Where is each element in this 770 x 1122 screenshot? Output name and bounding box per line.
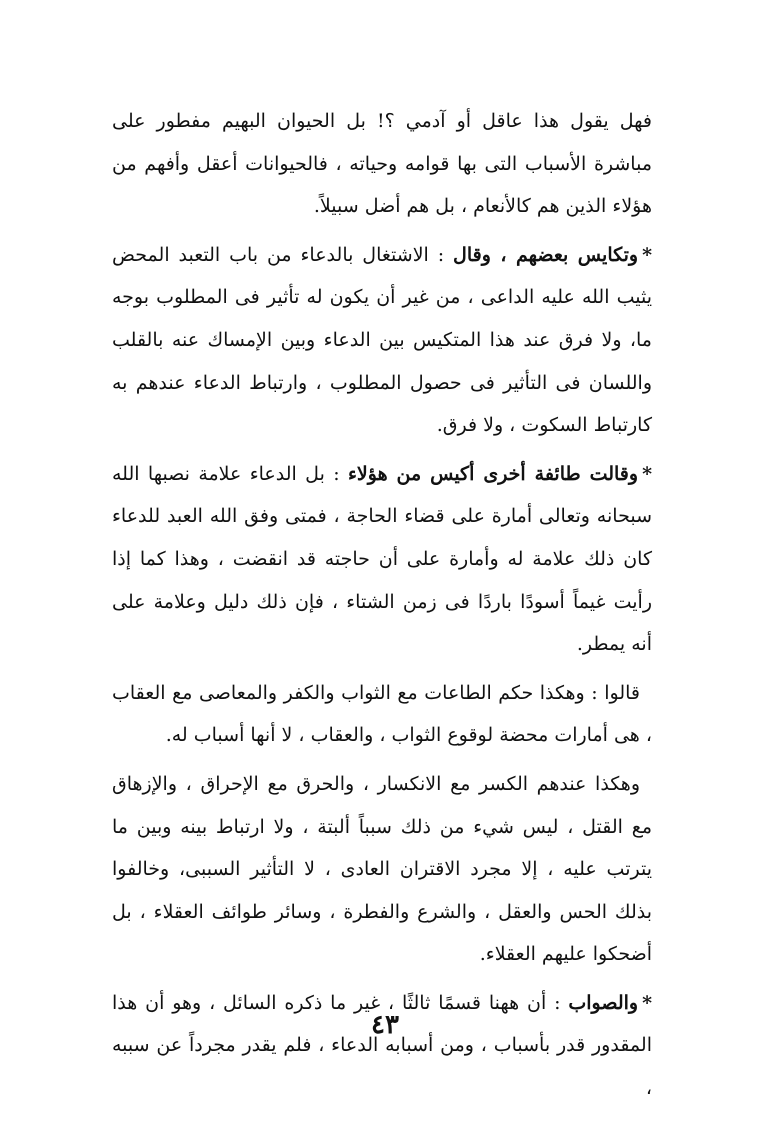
paragraph-text: قالوا : وهكذا حكم الطاعات مع الثواب والكفر والمعاصى مع العقاب ، هى أمارات محضة لوقوع الثواب ، والعقاب ، لا أنها أسباب له. bbox=[112, 681, 652, 747]
paragraph-6 bbox=[112, 982, 652, 1110]
asterisk-marker: * bbox=[642, 243, 652, 266]
paragraph-4 bbox=[112, 672, 652, 757]
paragraph-2 bbox=[112, 234, 652, 447]
paragraph-lead: وقالت طائفة أخرى أكيس من هؤلاء bbox=[347, 462, 639, 485]
paragraph-5 bbox=[112, 763, 652, 976]
body-text bbox=[112, 100, 652, 1116]
paragraph-text: وهكذا عندهم الكسر مع الانكسار ، والحرق مع الإحراق ، والإزهاق مع القتل ، ليس شيء من ذلك سبباً ألبتة ، ولا ارتباط بينه وبين ما يترتب عليه ، إلا مجرد الاقتران العادى ، لا التأثير السببى، وخالفوا بذلك الحس والعقل ، والشرع والفطرة ، وسائر طوائف العقلاء ، بل أضحكوا عليهم العقلاء. bbox=[112, 772, 652, 966]
paragraph-text: : بل الدعاء علامة نصبها الله سبحانه وتعالى أمارة على قضاء الحاجة ، فمتى وفق الله العبد للدعاء كان ذلك علامة له وأمارة على أن حاجته قد انقضت ، وهذا كما إذا رأيت غيماً أسودًا باردًا فى زمن الشتاء ، فإن ذلك دليل وعلامة على أنه يمطر. bbox=[112, 462, 652, 656]
paragraph-text: : أن ههنا قسمًا ثالثًا ، غير ما ذكره السائل ، وهو أن هذا المقدور قدر بأسباب ، ومن أسبابه الدعاء ، فلم يقدر مجرداً عن سببه ، bbox=[112, 991, 652, 1100]
paragraph-lead: وتكايس بعضهم ، وقال bbox=[453, 243, 639, 266]
paragraph-1 bbox=[112, 100, 652, 228]
paragraph-3 bbox=[112, 453, 652, 666]
paragraph-text: : الاشتغال بالدعاء من باب التعبد المحض يثيب الله عليه الداعى ، من غير أن يكون له تأثير فى المطلوب بوجه ما، ولا فرق عند هذا المتكيس بين الدعاء وبين الإمساك عنه بالقلب واللسان فى التأثير فى حصول المطلوب ، وارتباط الدعاء عندهم به كارتباط السكوت ، ولا فرق. bbox=[112, 243, 653, 437]
asterisk-marker: * bbox=[642, 462, 653, 485]
paragraph-lead: والصواب bbox=[568, 991, 639, 1014]
page-number: ٤٣ bbox=[371, 1010, 399, 1040]
paragraph-text: فهل يقول هذا عاقل أو آدمي ؟! بل الحيوان البهيم مفطور على مباشرة الأسباب التى بها قوامه وحياته ، فالحيوانات أعقل وأفهم من هؤلاء الذين هم كالأنعام ، بل هم أضل سبيلاً. bbox=[112, 110, 652, 218]
asterisk-marker: * bbox=[642, 991, 652, 1014]
